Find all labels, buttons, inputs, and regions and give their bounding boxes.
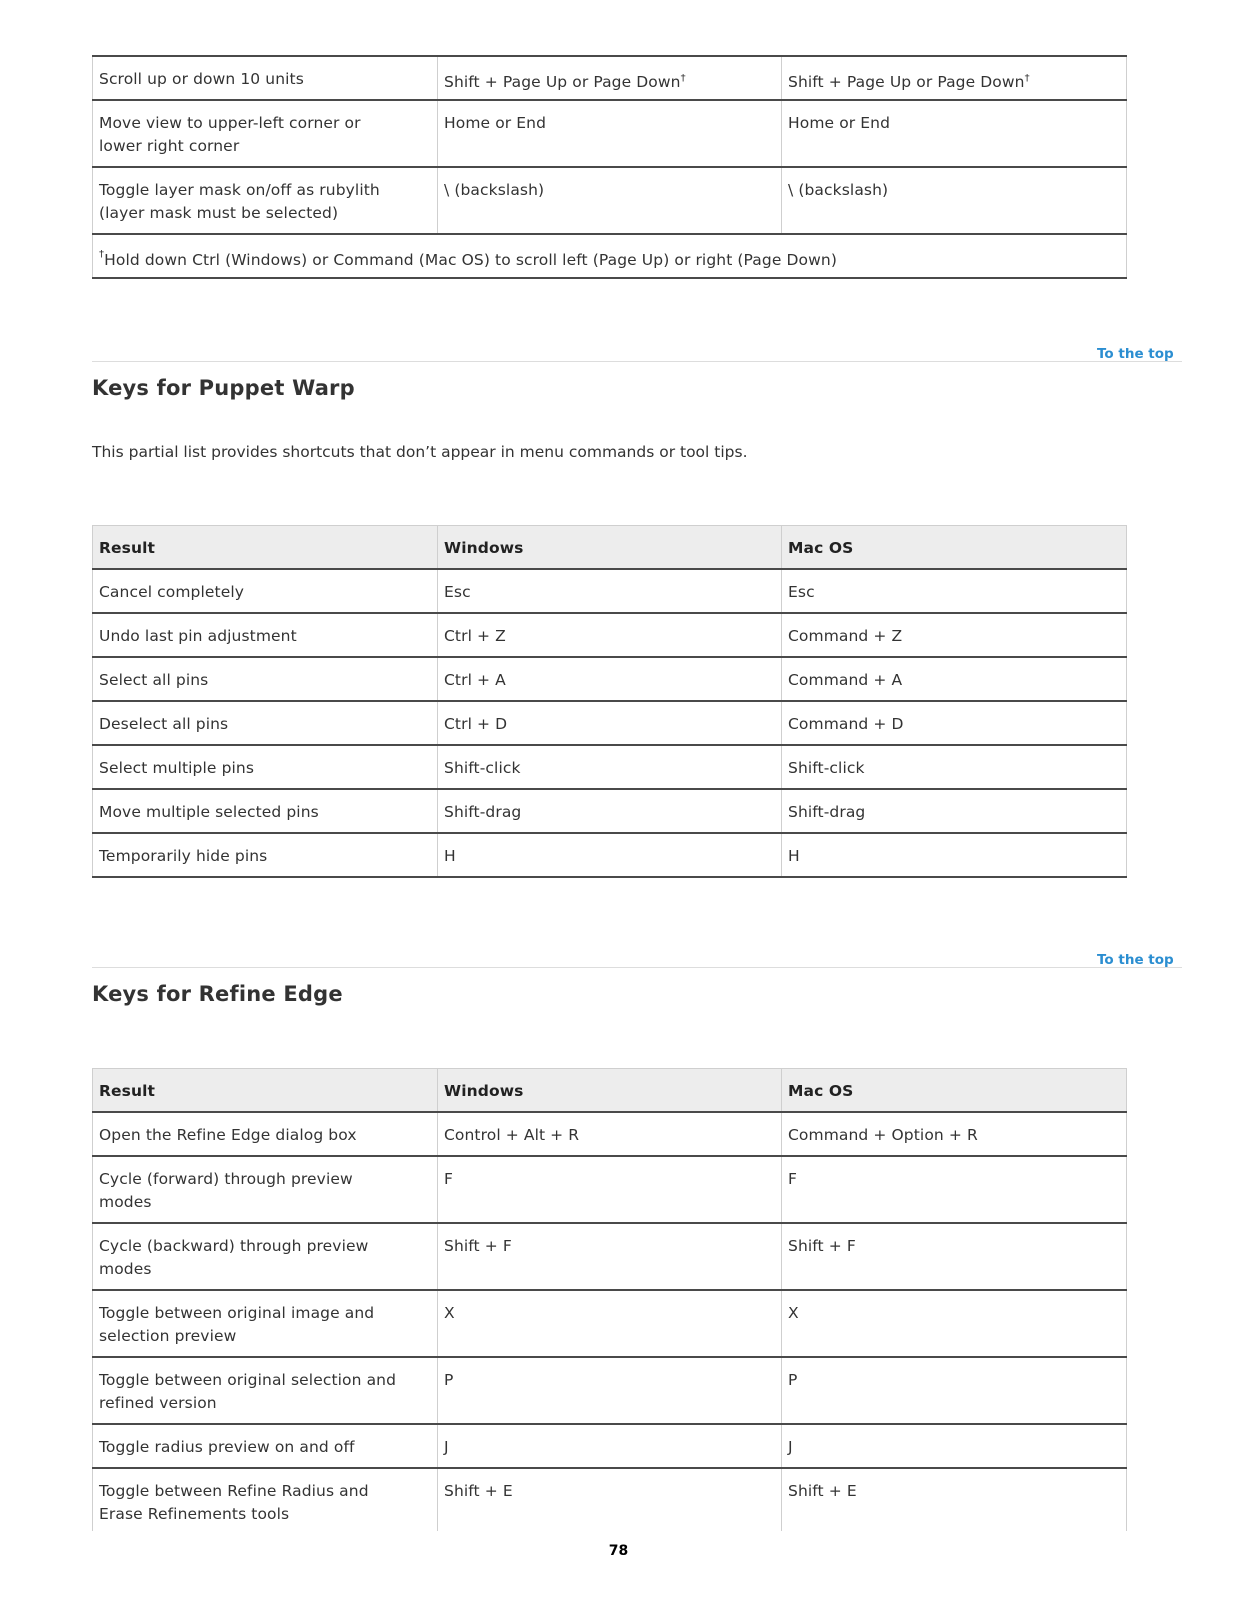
cell-text-line: Cycle (backward) through preview bbox=[99, 1237, 369, 1255]
table-row bbox=[93, 1156, 1127, 1223]
cell-text-line: Toggle between original selection and bbox=[99, 1371, 397, 1389]
cell-text-line: refined version bbox=[99, 1393, 217, 1412]
windows-cell: Ctrl + Z bbox=[438, 613, 782, 657]
footnote-text: Hold down Ctrl (Windows) or Command (Mac OS) to scroll left (Page Up) or right (Page Down) bbox=[104, 251, 837, 270]
column-header-result: Result bbox=[93, 1069, 438, 1113]
table-row bbox=[93, 100, 1127, 167]
windows-cell bbox=[438, 100, 782, 167]
windows-cell: Esc bbox=[438, 569, 782, 613]
cell-text-line: Erase Refinements tools bbox=[99, 1504, 290, 1523]
mac-cell: Command + A bbox=[782, 657, 1127, 701]
table-row bbox=[93, 1357, 1127, 1424]
result-cell: Undo last pin adjustment bbox=[93, 613, 438, 657]
cell-text-line: lower right corner bbox=[99, 136, 240, 155]
table-row bbox=[93, 1112, 1127, 1156]
mac-cell: Shift-drag bbox=[782, 789, 1127, 833]
footnote-cell bbox=[93, 234, 1127, 278]
table-row bbox=[93, 745, 1127, 789]
column-header-result: Result bbox=[93, 526, 438, 570]
mac-cell bbox=[782, 167, 1127, 234]
table-row bbox=[93, 1424, 1127, 1468]
mac-cell: Shift + E bbox=[782, 1468, 1127, 1535]
result-cell: Move multiple selected pins bbox=[93, 789, 438, 833]
table-row bbox=[93, 56, 1127, 100]
windows-cell: Shift + E bbox=[438, 1468, 782, 1535]
cell-text-line: (layer mask must be selected) bbox=[99, 203, 339, 222]
result-cell bbox=[93, 1468, 438, 1535]
table-header-row bbox=[93, 1069, 1127, 1113]
cell-text-line: Toggle layer mask on/off as rubylith bbox=[99, 181, 380, 199]
result-cell bbox=[93, 167, 438, 234]
result-cell bbox=[93, 1223, 438, 1290]
result-cell: Toggle radius preview on and off bbox=[93, 1424, 438, 1468]
table-row bbox=[93, 613, 1127, 657]
to-the-top-link[interactable]: To the top bbox=[1097, 952, 1174, 968]
table-row bbox=[93, 167, 1127, 234]
refine-edge-table bbox=[92, 1068, 1127, 1536]
table-row bbox=[93, 789, 1127, 833]
table-row bbox=[93, 701, 1127, 745]
cell-text: Shift + Page Up or Page Down bbox=[788, 73, 1025, 92]
windows-cell: Shift-drag bbox=[438, 789, 782, 833]
table-row bbox=[93, 1290, 1127, 1357]
cell-text-line: Cycle (forward) through preview bbox=[99, 1170, 353, 1188]
section-intro: This partial list provides shortcuts that don’t appear in menu commands or tool tips. bbox=[92, 443, 748, 461]
cell-text-line: selection preview bbox=[99, 1326, 237, 1345]
result-cell: Cancel completely bbox=[93, 569, 438, 613]
table-footnote-row bbox=[93, 234, 1127, 278]
cell-text-line: modes bbox=[99, 1259, 152, 1278]
result-cell bbox=[93, 1357, 438, 1424]
result-cell bbox=[93, 1290, 438, 1357]
dagger-mark: † bbox=[680, 73, 686, 84]
cell-text: \ (backslash) bbox=[444, 181, 545, 199]
to-the-top-link[interactable]: To the top bbox=[1097, 346, 1174, 362]
windows-cell: Control + Alt + R bbox=[438, 1112, 782, 1156]
windows-cell bbox=[438, 56, 782, 100]
cell-text: Home or End bbox=[788, 114, 891, 132]
windows-cell: X bbox=[438, 1290, 782, 1357]
mac-cell: Esc bbox=[782, 569, 1127, 613]
windows-cell: Ctrl + A bbox=[438, 657, 782, 701]
column-header-windows: Windows bbox=[438, 1069, 782, 1113]
page-bottom-margin bbox=[0, 1531, 1237, 1600]
table-row bbox=[93, 833, 1127, 877]
result-cell: Open the Refine Edge dialog box bbox=[93, 1112, 438, 1156]
windows-cell: F bbox=[438, 1156, 782, 1223]
mac-cell: Command + Option + R bbox=[782, 1112, 1127, 1156]
dagger-mark: † bbox=[1024, 73, 1030, 84]
column-header-mac: Mac OS bbox=[782, 526, 1127, 570]
mac-cell: Command + D bbox=[782, 701, 1127, 745]
result-cell bbox=[93, 56, 438, 100]
mac-cell bbox=[782, 56, 1127, 100]
cell-text: Shift + Page Up or Page Down bbox=[444, 73, 681, 92]
section-divider bbox=[92, 361, 1182, 362]
mac-cell: J bbox=[782, 1424, 1127, 1468]
mac-cell: P bbox=[782, 1357, 1127, 1424]
dagger-mark: † bbox=[99, 249, 105, 260]
result-cell bbox=[93, 1156, 438, 1223]
table-row bbox=[93, 657, 1127, 701]
page-number: 78 bbox=[608, 1543, 629, 1559]
scroll-shortcuts-table bbox=[92, 55, 1127, 279]
mac-cell: Command + Z bbox=[782, 613, 1127, 657]
table-row bbox=[93, 1468, 1127, 1535]
mac-cell: X bbox=[782, 1290, 1127, 1357]
section-title: Keys for Puppet Warp bbox=[92, 376, 355, 400]
table-row bbox=[93, 569, 1127, 613]
windows-cell: H bbox=[438, 833, 782, 877]
windows-cell: Shift-click bbox=[438, 745, 782, 789]
result-cell: Temporarily hide pins bbox=[93, 833, 438, 877]
windows-cell: Ctrl + D bbox=[438, 701, 782, 745]
cell-text-line: Toggle between Refine Radius and bbox=[99, 1482, 369, 1500]
cell-text-line: Toggle between original image and bbox=[99, 1304, 375, 1322]
result-cell: Select all pins bbox=[93, 657, 438, 701]
column-header-windows: Windows bbox=[438, 526, 782, 570]
cell-text-line: Move view to upper-left corner or bbox=[99, 114, 361, 132]
windows-cell: P bbox=[438, 1357, 782, 1424]
mac-cell bbox=[782, 100, 1127, 167]
section-title: Keys for Refine Edge bbox=[92, 982, 343, 1006]
windows-cell: J bbox=[438, 1424, 782, 1468]
cell-text: Scroll up or down 10 units bbox=[99, 70, 304, 88]
table-header-row bbox=[93, 526, 1127, 570]
result-cell bbox=[93, 100, 438, 167]
table-row bbox=[93, 1223, 1127, 1290]
mac-cell: Shift + F bbox=[782, 1223, 1127, 1290]
cell-text: Home or End bbox=[444, 114, 547, 132]
result-cell: Select multiple pins bbox=[93, 745, 438, 789]
column-header-mac: Mac OS bbox=[782, 1069, 1127, 1113]
puppet-warp-table bbox=[92, 525, 1127, 878]
windows-cell: Shift + F bbox=[438, 1223, 782, 1290]
cell-text: \ (backslash) bbox=[788, 181, 889, 199]
mac-cell: F bbox=[782, 1156, 1127, 1223]
mac-cell: H bbox=[782, 833, 1127, 877]
windows-cell bbox=[438, 167, 782, 234]
result-cell: Deselect all pins bbox=[93, 701, 438, 745]
section-divider bbox=[92, 967, 1182, 968]
mac-cell: Shift-click bbox=[782, 745, 1127, 789]
cell-text-line: modes bbox=[99, 1192, 152, 1211]
